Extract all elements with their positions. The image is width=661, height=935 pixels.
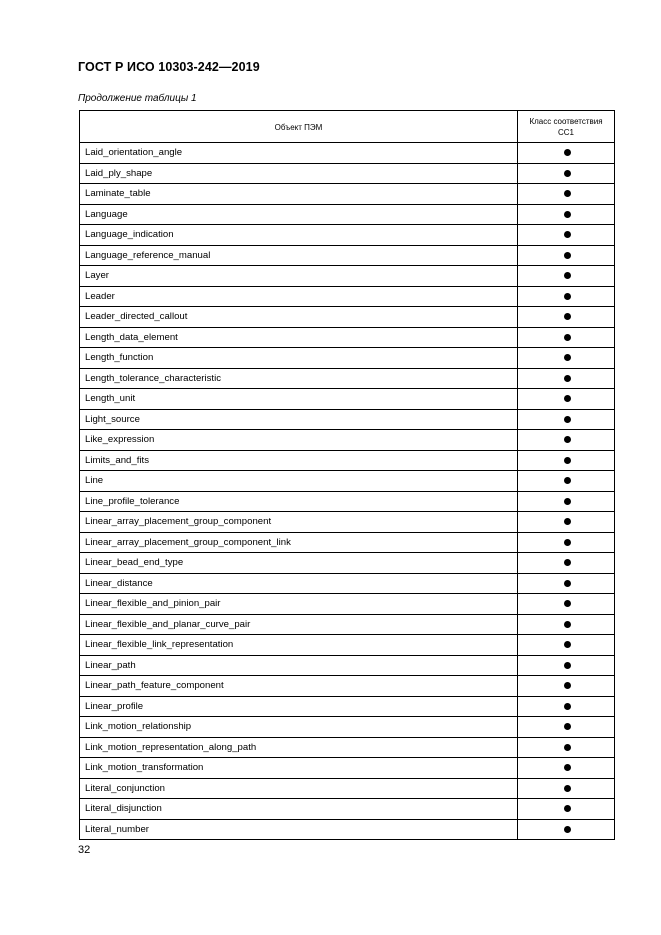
cc1-cell (518, 307, 615, 328)
table-row (80, 204, 615, 225)
cc1-cell (518, 717, 615, 738)
cc1-cell (518, 409, 615, 430)
column-header-class-label: Класс соответствия (529, 116, 603, 126)
bullet-dot-icon (564, 518, 571, 525)
table-row (80, 512, 615, 533)
bullet-dot-icon (564, 559, 571, 566)
cc1-cell (518, 471, 615, 492)
object-name-cell: Limits_and_fits (80, 450, 518, 471)
bullet-dot-icon (564, 190, 571, 197)
bullet-dot-icon (564, 805, 571, 812)
bullet-dot-icon (564, 436, 571, 443)
cc1-cell (518, 614, 615, 635)
cc1-cell (518, 286, 615, 307)
table-row (80, 614, 615, 635)
object-name-cell: Length_data_element (80, 327, 518, 348)
cc1-cell (518, 573, 615, 594)
cc1-cell (518, 368, 615, 389)
cc1-cell (518, 635, 615, 656)
object-name-cell: Linear_flexible_and_pinion_pair (80, 594, 518, 615)
object-name-cell: Linear_array_placement_group_component (80, 512, 518, 533)
cc1-cell (518, 163, 615, 184)
bullet-dot-icon (564, 662, 571, 669)
object-name-cell: Link_motion_representation_along_path (80, 737, 518, 758)
object-name-cell: Linear_distance (80, 573, 518, 594)
object-name-cell: Linear_bead_end_type (80, 553, 518, 574)
bullet-dot-icon (564, 539, 571, 546)
bullet-dot-icon (564, 375, 571, 382)
bullet-dot-icon (564, 313, 571, 320)
cc1-cell (518, 245, 615, 266)
bullet-dot-icon (564, 580, 571, 587)
cc1-cell (518, 799, 615, 820)
table-row (80, 307, 615, 328)
cc1-cell (518, 737, 615, 758)
bullet-dot-icon (564, 211, 571, 218)
cc1-cell (518, 553, 615, 574)
cc1-cell (518, 512, 615, 533)
column-header-object: Объект ПЭМ (80, 111, 518, 143)
table-row (80, 225, 615, 246)
object-name-cell: Language_indication (80, 225, 518, 246)
table-row (80, 717, 615, 738)
cc1-cell (518, 450, 615, 471)
table-row (80, 245, 615, 266)
bullet-dot-icon (564, 477, 571, 484)
table-row (80, 491, 615, 512)
object-name-cell: Layer (80, 266, 518, 287)
table-row (80, 163, 615, 184)
cc1-cell (518, 348, 615, 369)
object-name-cell: Leader_directed_callout (80, 307, 518, 328)
table-row (80, 430, 615, 451)
bullet-dot-icon (564, 498, 571, 505)
table-header-row (80, 111, 615, 143)
object-name-cell: Literal_number (80, 819, 518, 840)
bullet-dot-icon (564, 785, 571, 792)
table-row (80, 184, 615, 205)
object-name-cell: Language (80, 204, 518, 225)
bullet-dot-icon (564, 682, 571, 689)
bullet-dot-icon (564, 764, 571, 771)
cc1-cell (518, 696, 615, 717)
cc1-cell (518, 389, 615, 410)
cc1-cell (518, 184, 615, 205)
table-row (80, 676, 615, 697)
object-name-cell: Link_motion_transformation (80, 758, 518, 779)
cc1-cell (518, 327, 615, 348)
page-number: 32 (78, 844, 91, 856)
bullet-dot-icon (564, 826, 571, 833)
cc1-cell (518, 430, 615, 451)
table-row (80, 266, 615, 287)
cc1-cell (518, 819, 615, 840)
cc1-cell (518, 266, 615, 287)
object-name-cell: Link_motion_relationship (80, 717, 518, 738)
table-row (80, 737, 615, 758)
object-name-cell: Length_unit (80, 389, 518, 410)
object-name-cell: Linear_path (80, 655, 518, 676)
bullet-dot-icon (564, 170, 571, 177)
cc1-cell (518, 143, 615, 164)
object-name-cell: Laid_ply_shape (80, 163, 518, 184)
object-name-cell: Line (80, 471, 518, 492)
table-row (80, 143, 615, 164)
table-caption: Продолжение таблицы 1 (78, 93, 197, 104)
table-row (80, 635, 615, 656)
table-row (80, 799, 615, 820)
bullet-dot-icon (564, 395, 571, 402)
table-row (80, 348, 615, 369)
bullet-dot-icon (564, 252, 571, 259)
cc1-cell (518, 225, 615, 246)
object-name-cell: Literal_conjunction (80, 778, 518, 799)
bullet-dot-icon (564, 703, 571, 710)
bullet-dot-icon (564, 723, 571, 730)
table-row (80, 778, 615, 799)
cc1-cell (518, 655, 615, 676)
object-name-cell: Linear_flexible_link_representation (80, 635, 518, 656)
table-row (80, 553, 615, 574)
object-name-cell: Like_expression (80, 430, 518, 451)
object-name-cell: Line_profile_tolerance (80, 491, 518, 512)
bullet-dot-icon (564, 149, 571, 156)
cc1-cell (518, 491, 615, 512)
table-row (80, 471, 615, 492)
object-name-cell: Laminate_table (80, 184, 518, 205)
table-body (80, 143, 615, 840)
conformance-table (79, 110, 615, 840)
table-row (80, 327, 615, 348)
table-row (80, 573, 615, 594)
bullet-dot-icon (564, 272, 571, 279)
column-header-class-code: CC1 (557, 127, 574, 137)
cc1-cell (518, 204, 615, 225)
table-row (80, 594, 615, 615)
table-row (80, 389, 615, 410)
table-row (80, 696, 615, 717)
object-name-cell: Leader (80, 286, 518, 307)
document-header: ГОСТ Р ИСО 10303-242—2019 (78, 60, 260, 74)
object-name-cell: Length_function (80, 348, 518, 369)
table-row (80, 409, 615, 430)
bullet-dot-icon (564, 416, 571, 423)
bullet-dot-icon (564, 641, 571, 648)
object-name-cell: Literal_disjunction (80, 799, 518, 820)
bullet-dot-icon (564, 231, 571, 238)
bullet-dot-icon (564, 744, 571, 751)
object-name-cell: Linear_profile (80, 696, 518, 717)
table-row (80, 758, 615, 779)
bullet-dot-icon (564, 621, 571, 628)
cc1-cell (518, 532, 615, 553)
bullet-dot-icon (564, 334, 571, 341)
object-name-cell: Length_tolerance_characteristic (80, 368, 518, 389)
column-header-conformance-class (518, 111, 615, 143)
object-name-cell: Linear_flexible_and_planar_curve_pair (80, 614, 518, 635)
cc1-cell (518, 778, 615, 799)
table-row (80, 532, 615, 553)
cc1-cell (518, 594, 615, 615)
bullet-dot-icon (564, 457, 571, 464)
table-row (80, 655, 615, 676)
object-name-cell: Laid_orientation_angle (80, 143, 518, 164)
object-name-cell: Light_source (80, 409, 518, 430)
object-name-cell: Language_reference_manual (80, 245, 518, 266)
bullet-dot-icon (564, 354, 571, 361)
table-row (80, 819, 615, 840)
bullet-dot-icon (564, 293, 571, 300)
table-row (80, 368, 615, 389)
object-name-cell: Linear_path_feature_component (80, 676, 518, 697)
table-row (80, 450, 615, 471)
object-name-cell: Linear_array_placement_group_component_link (80, 532, 518, 553)
table-row (80, 286, 615, 307)
cc1-cell (518, 676, 615, 697)
bullet-dot-icon (564, 600, 571, 607)
cc1-cell (518, 758, 615, 779)
